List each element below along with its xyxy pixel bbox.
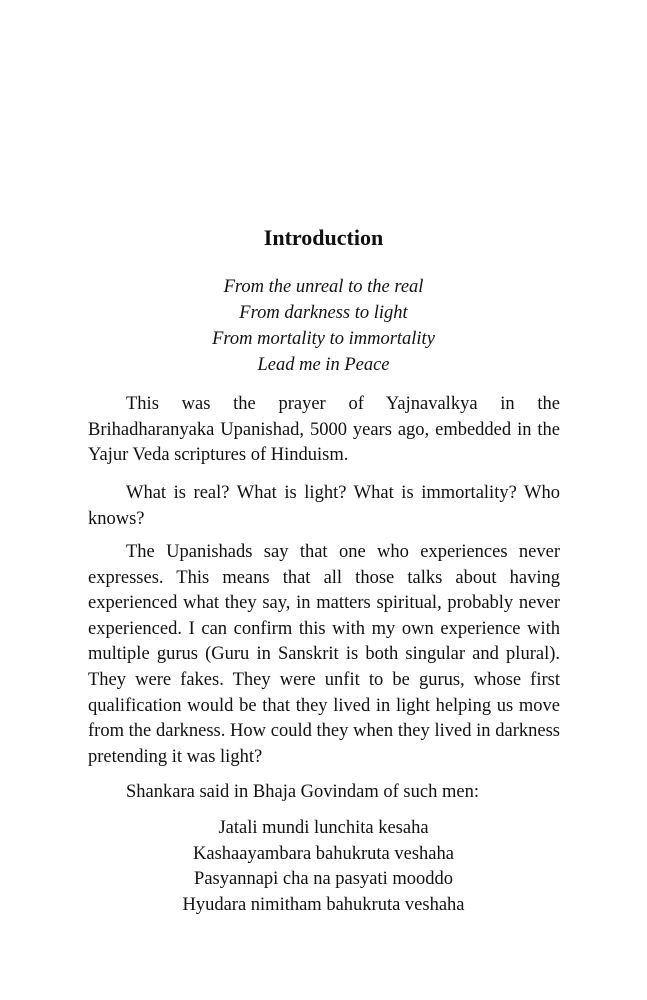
- verse-line: Jatali mundi lunchita kesaha: [218, 818, 429, 838]
- paragraph-upanishads: The Upanishads say that one who experiences never expresses. This means that all those talks about having experienced what they say, in matters spiritual, probably never experienced. I can confirm this with my own experience with multiple gurus (Guru in Sanskrit is both singular and plural). They were fakes. They were unfit to be gurus, whose first qualification would be that they lived in light helping us move from the darkness. How could they when they lived in darkness pretending it was light?: [88, 542, 560, 767]
- verse-line: Pasyannapi cha na pasyati mooddo: [194, 869, 453, 890]
- epigraph-line: Lead me in Peace: [257, 355, 390, 375]
- epigraph-line: From mortality to immortality: [212, 329, 435, 349]
- page-title: Introduction: [263, 225, 384, 250]
- epigraph: [0, 274, 647, 378]
- epigraph-line: From darkness to light: [239, 303, 408, 323]
- epigraph-line: From the unreal to the real: [223, 277, 424, 297]
- verse-block: [0, 816, 647, 918]
- verse-line: Hyudara nimitham bahukruta veshaha: [182, 894, 465, 915]
- verse-line: Kashaayambara bahukruta veshaha: [193, 843, 454, 864]
- paragraph-prayer: This was the prayer of Yajnavalkya in the Brihadharanyaka Upanishad, 5000 years ago, embedded in the Yajur Veda scriptures of Hinduism.: [88, 394, 560, 466]
- paragraph-shankara: Shankara said in Bhaja Govindam of such men:: [126, 782, 479, 802]
- paragraph-questions: What is real? What is light? What is immortality? Who knows?: [88, 483, 560, 529]
